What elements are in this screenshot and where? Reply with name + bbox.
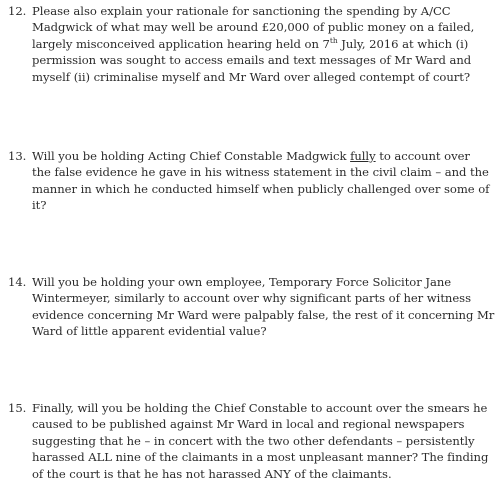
question-text — [32, 3, 488, 85]
text-segment: Will you be holding Acting Chief Constable Madgwick — [32, 149, 351, 163]
text-line: myself (ii) criminalise myself and Mr Ward over alleged contempt of court? — [32, 69, 471, 84]
text-line: manner in which he conducted himself when publicly challenged over some of — [32, 181, 490, 196]
text-line: Finally, will you be holding the Chief Constable to account over the smears he — [32, 401, 488, 415]
question-14 — [8, 274, 495, 340]
question-number: 12. — [8, 4, 27, 18]
date-suffix: th — [329, 35, 338, 45]
question-12 — [8, 3, 488, 85]
text-line: evidence concerning Mr Ward were palpably false, the rest of it concerning Mr — [32, 307, 495, 322]
text-line: Ward of little apparent evidential value? — [32, 324, 267, 339]
text-line: Wintermeyer, similarly to account over why significant parts of her witness — [32, 291, 471, 306]
question-number: 13. — [8, 149, 27, 163]
text-line: of the court is that he has not harassed ANY of the claimants. — [32, 466, 392, 481]
text-line — [32, 36, 488, 52]
question-text — [32, 148, 488, 214]
question-number: 15. — [8, 401, 27, 415]
date-day: 7 — [322, 36, 330, 51]
text-line: Will you be holding your own employee, Temporary Force Solicitor Jane — [32, 275, 452, 289]
underlined-emphasis: fully — [350, 149, 376, 163]
text-line: the false evidence he gave in his witness statement in the civil claim – and the — [32, 165, 489, 180]
question-text — [32, 274, 495, 340]
text-segment: to account over — [375, 149, 470, 163]
text-segment: largely misconceived application hearing held on — [32, 36, 323, 51]
text-line: it? — [32, 198, 47, 213]
text-line: Madgwick of what may well be around £20,000 of public money on a failed, — [32, 20, 475, 35]
text-segment: July, 2016 at which (i) — [337, 36, 469, 51]
question-number: 14. — [8, 275, 27, 289]
text-line: Please also explain your rationale for sanctioning the spending by A/CC — [32, 4, 451, 18]
text-line: suggesting that he – in concert with the two other defendants – persistently — [32, 433, 475, 448]
question-text — [32, 400, 488, 482]
question-15 — [8, 400, 488, 482]
text-line — [32, 148, 488, 164]
text-line: permission was sought to access emails and text messages of Mr Ward and — [32, 53, 472, 68]
question-13 — [8, 148, 488, 214]
text-line: caused to be published against Mr Ward in local and regional newspapers — [32, 417, 465, 432]
text-line: harassed ALL nine of the claimants in a most unpleasant manner? The finding — [32, 450, 489, 465]
